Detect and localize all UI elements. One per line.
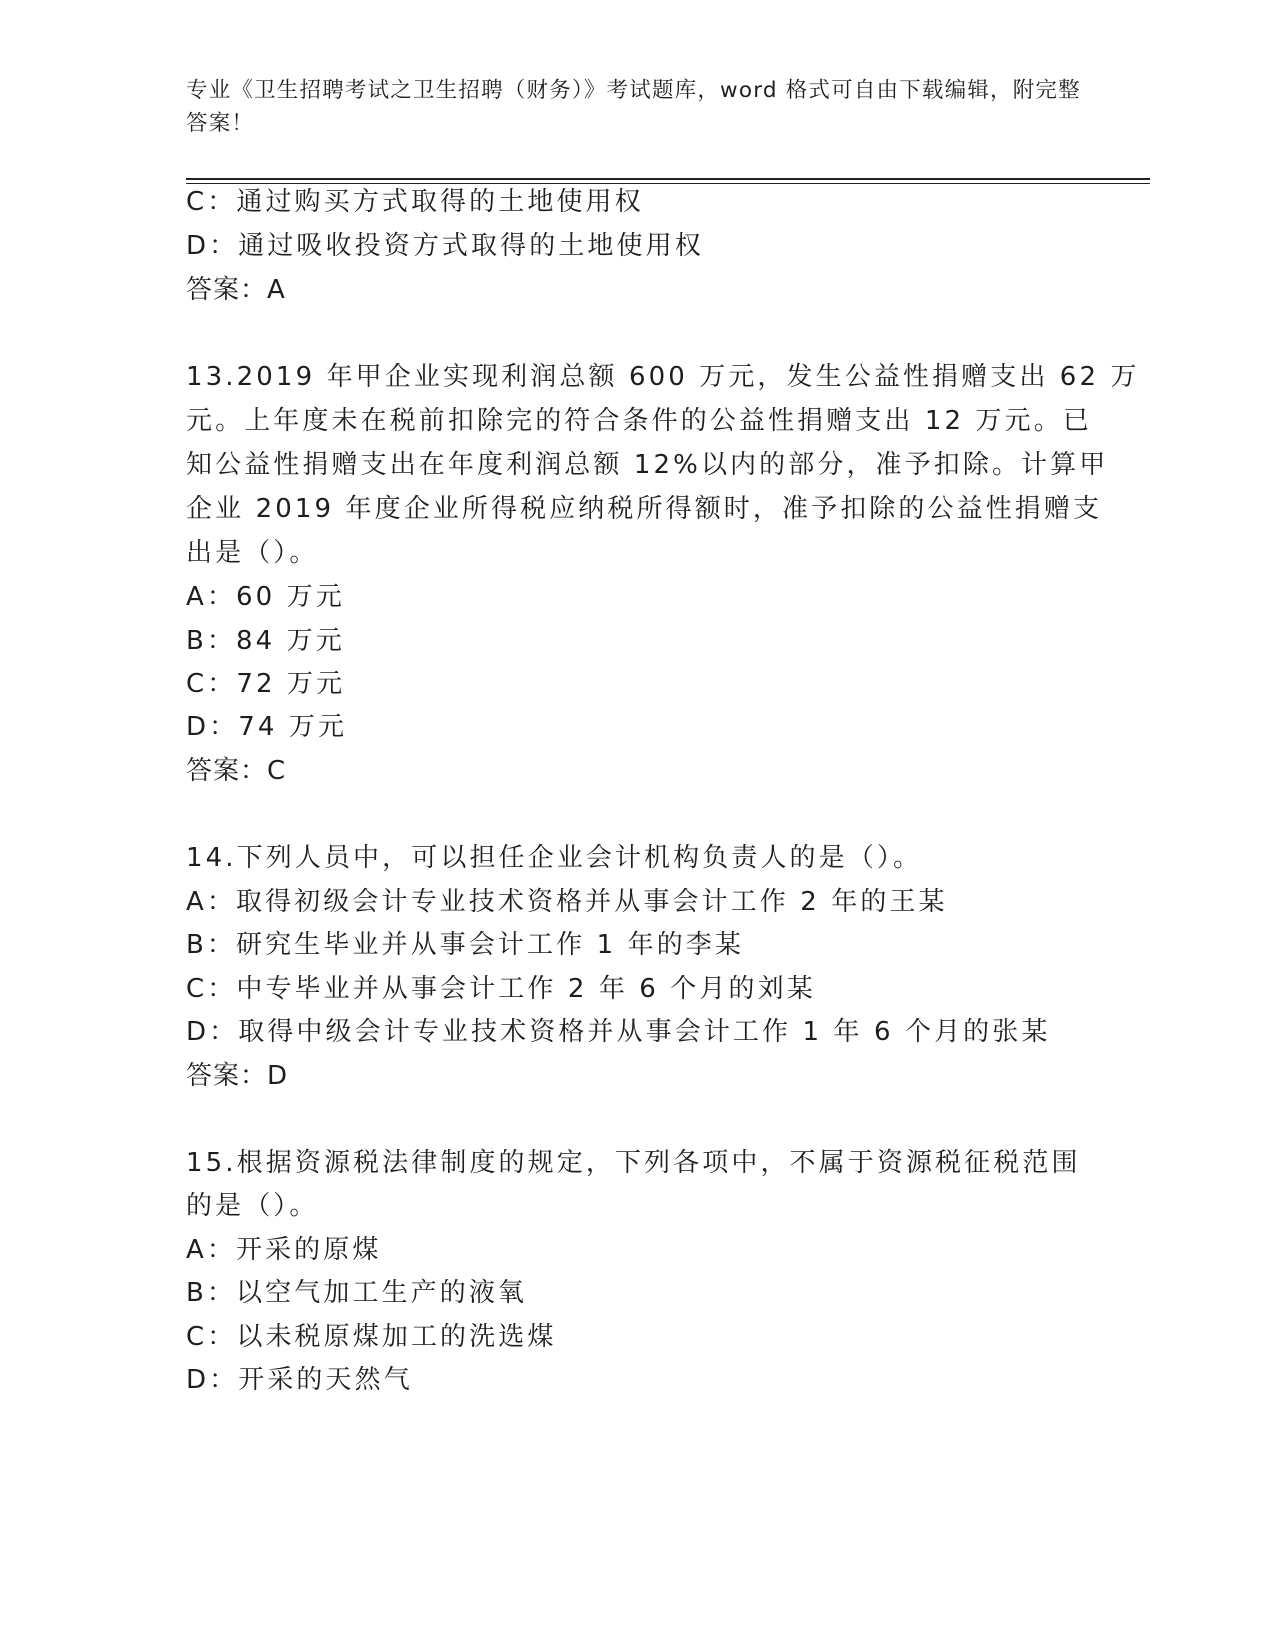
q15-option-a: A：开采的原煤 bbox=[186, 1235, 382, 1265]
q13-option-b: B：84 万元 bbox=[186, 626, 345, 656]
q15-option-b: B：以空气加工生产的液氧 bbox=[186, 1278, 528, 1308]
q13-stem-line-3: 知公益性捐赠支出在年度利润总额 12%以内的部分，准予扣除。计算甲 bbox=[186, 450, 1109, 480]
q14-option-d: D：取得中级会计专业技术资格并从事会计工作 1 年 6 个月的张某 bbox=[186, 1017, 1051, 1047]
q15-stem-line-1: 15.根据资源税法律制度的规定，下列各项中，不属于资源税征税范围 bbox=[186, 1148, 1081, 1178]
q13-answer: 答案：C bbox=[186, 756, 287, 786]
q13-stem-line-4: 企业 2019 年度企业所得税应纳税所得额时，准予扣除的公益性捐赠支 bbox=[186, 494, 1103, 524]
q14-answer: 答案：D bbox=[186, 1061, 289, 1091]
q15-stem-line-2: 的是（）。 bbox=[186, 1191, 319, 1221]
q13-stem-line-2: 元。上年度未在税前扣除完的符合条件的公益性捐赠支出 12 万元。已 bbox=[186, 406, 1092, 436]
q13-stem-line-1: 13.2019 年甲企业实现利润总额 600 万元，发生公益性捐赠支出 62 万 bbox=[186, 362, 1140, 392]
q14-stem: 14.下列人员中，可以担任企业会计机构负责人的是（）。 bbox=[186, 843, 923, 873]
q15-option-d: D：开采的天然气 bbox=[186, 1365, 413, 1395]
q15-option-c: C：以未税原煤加工的洗选煤 bbox=[186, 1322, 557, 1352]
q12-answer: 答案：A bbox=[186, 275, 286, 305]
q13-option-c: C：72 万元 bbox=[186, 669, 346, 699]
q14-option-b: B：研究生毕业并从事会计工作 1 年的李某 bbox=[186, 930, 745, 960]
q14-option-a: A：取得初级会计专业技术资格并从事会计工作 2 年的王某 bbox=[186, 887, 948, 917]
q13-stem-line-5: 出是（）。 bbox=[186, 538, 319, 568]
q13-option-a: A：60 万元 bbox=[186, 582, 345, 612]
q14-option-c: C：中专毕业并从事会计工作 2 年 6 个月的刘某 bbox=[186, 974, 816, 1004]
document-header: 专业《卫生招聘考试之卫生招聘（财务）》考试题库，word 格式可自由下载编辑，附完整答案！ bbox=[186, 78, 1081, 136]
q12-option-c: C：通过购买方式取得的土地使用权 bbox=[186, 187, 644, 217]
q12-option-d: D：通过吸收投资方式取得的土地使用权 bbox=[186, 231, 704, 261]
q13-option-d: D：74 万元 bbox=[186, 712, 348, 742]
